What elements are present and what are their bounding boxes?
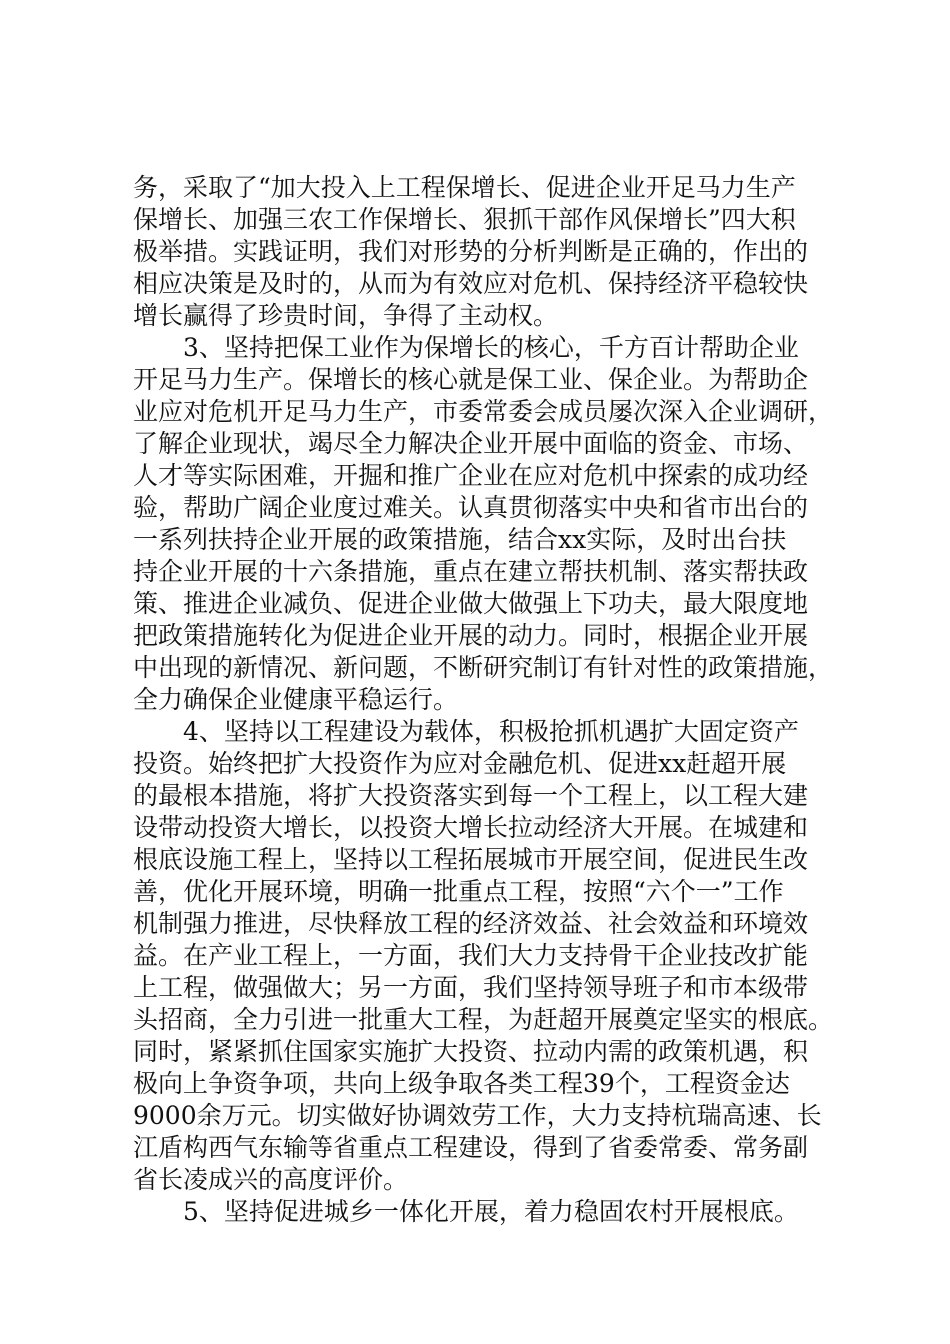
text-line: 投资。始终把扩大投资作为应对金融危机、促进xx赶超开展: [133, 749, 787, 778]
text-line: 策、推进企业减负、促进企业做大做强上下功夫，最大限度地: [133, 589, 809, 618]
text-line: 上工程，做强做大；另一方面，我们坚持领导班子和市本级带: [133, 973, 809, 1002]
text-line: 增长赢得了珍贵时间，争得了主动权。: [133, 301, 559, 330]
text-line: 的最根本措施，将扩大投资落实到每一个工程上，以工程大建: [133, 781, 809, 810]
text-line: 全力确保企业健康平稳运行。: [133, 685, 459, 714]
text-line: 极向上争资争项，共向上级争取各类工程39个，工程资金达: [133, 1069, 790, 1098]
text-line: 同时，紧紧抓住国家实施扩大投资、拉动内需的政策机遇，积: [133, 1037, 809, 1066]
text-line: 一系列扶持企业开展的政策措施，结合xx实际，及时出台扶: [133, 525, 787, 554]
text-line: 头招商，全力引进一批重大工程，为赶超开展奠定坚实的根底。: [133, 1005, 834, 1034]
text-line: 根底设施工程上，坚持以工程拓展城市开展空间，促进民生改: [133, 845, 809, 874]
text-line: 益。在产业工程上，一方面，我们大力支持骨干企业技改扩能: [133, 941, 809, 970]
text-line: 4、坚持以工程建设为载体，积极抢抓机遇扩大固定资产: [133, 717, 799, 746]
text-line: 相应决策是及时的，从而为有效应对危机、保持经济平稳较快: [133, 269, 809, 298]
text-line: 人才等实际困难，开掘和推广企业在应对危机中探索的成功经: [133, 461, 809, 490]
text-line: 务，采取了“加大投入上工程保增长、促进企业开足马力生产: [133, 173, 796, 202]
text-line: 机制强力推进，尽快释放工程的经济效益、社会效益和环境效: [133, 909, 809, 938]
text-line: 中出现的新情况、新问题，不断研究制订有针对性的政策措施，: [133, 653, 834, 682]
text-line: 5、坚持促进城乡一体化开展，着力稳固农村开展根底。: [133, 1197, 799, 1226]
text-line: 善，优化开展环境，明确一批重点工程，按照“六个一”工作: [133, 877, 784, 906]
text-line: 极举措。实践证明，我们对形势的分析判断是正确的，作出的: [133, 237, 809, 266]
text-line: 业应对危机开足马力生产，市委常委会成员屡次深入企业调研，: [133, 397, 834, 426]
text-line: 保增长、加强三农工作保增长、狠抓干部作风保增长”四大积: [133, 205, 796, 234]
text-line: 持企业开展的十六条措施，重点在建立帮扶机制、落实帮扶政: [133, 557, 809, 586]
text-line: 验，帮助广阔企业度过难关。认真贯彻落实中央和省市出台的: [133, 493, 809, 522]
text-line: 9000余万元。切实做好协调效劳工作，大力支持杭瑞高速、长: [133, 1101, 822, 1130]
text-line: 3、坚持把保工业作为保增长的核心，千方百计帮助企业: [133, 333, 799, 362]
text-line: 了解企业现状，竭尽全力解决企业开展中面临的资金、市场、: [133, 429, 809, 458]
text-line: 把政策措施转化为促进企业开展的动力。同时，根据企业开展: [133, 621, 809, 650]
text-line: 省长凌成兴的高度评价。: [133, 1165, 409, 1194]
text-line: 开足马力生产。保增长的核心就是保工业、保企业。为帮助企: [133, 365, 809, 394]
text-line: 设带动投资大增长，以投资大增长拉动经济大开展。在城建和: [133, 813, 809, 842]
text-line: 江盾构西气东输等省重点工程建设，得到了省委常委、常务副: [133, 1133, 809, 1162]
